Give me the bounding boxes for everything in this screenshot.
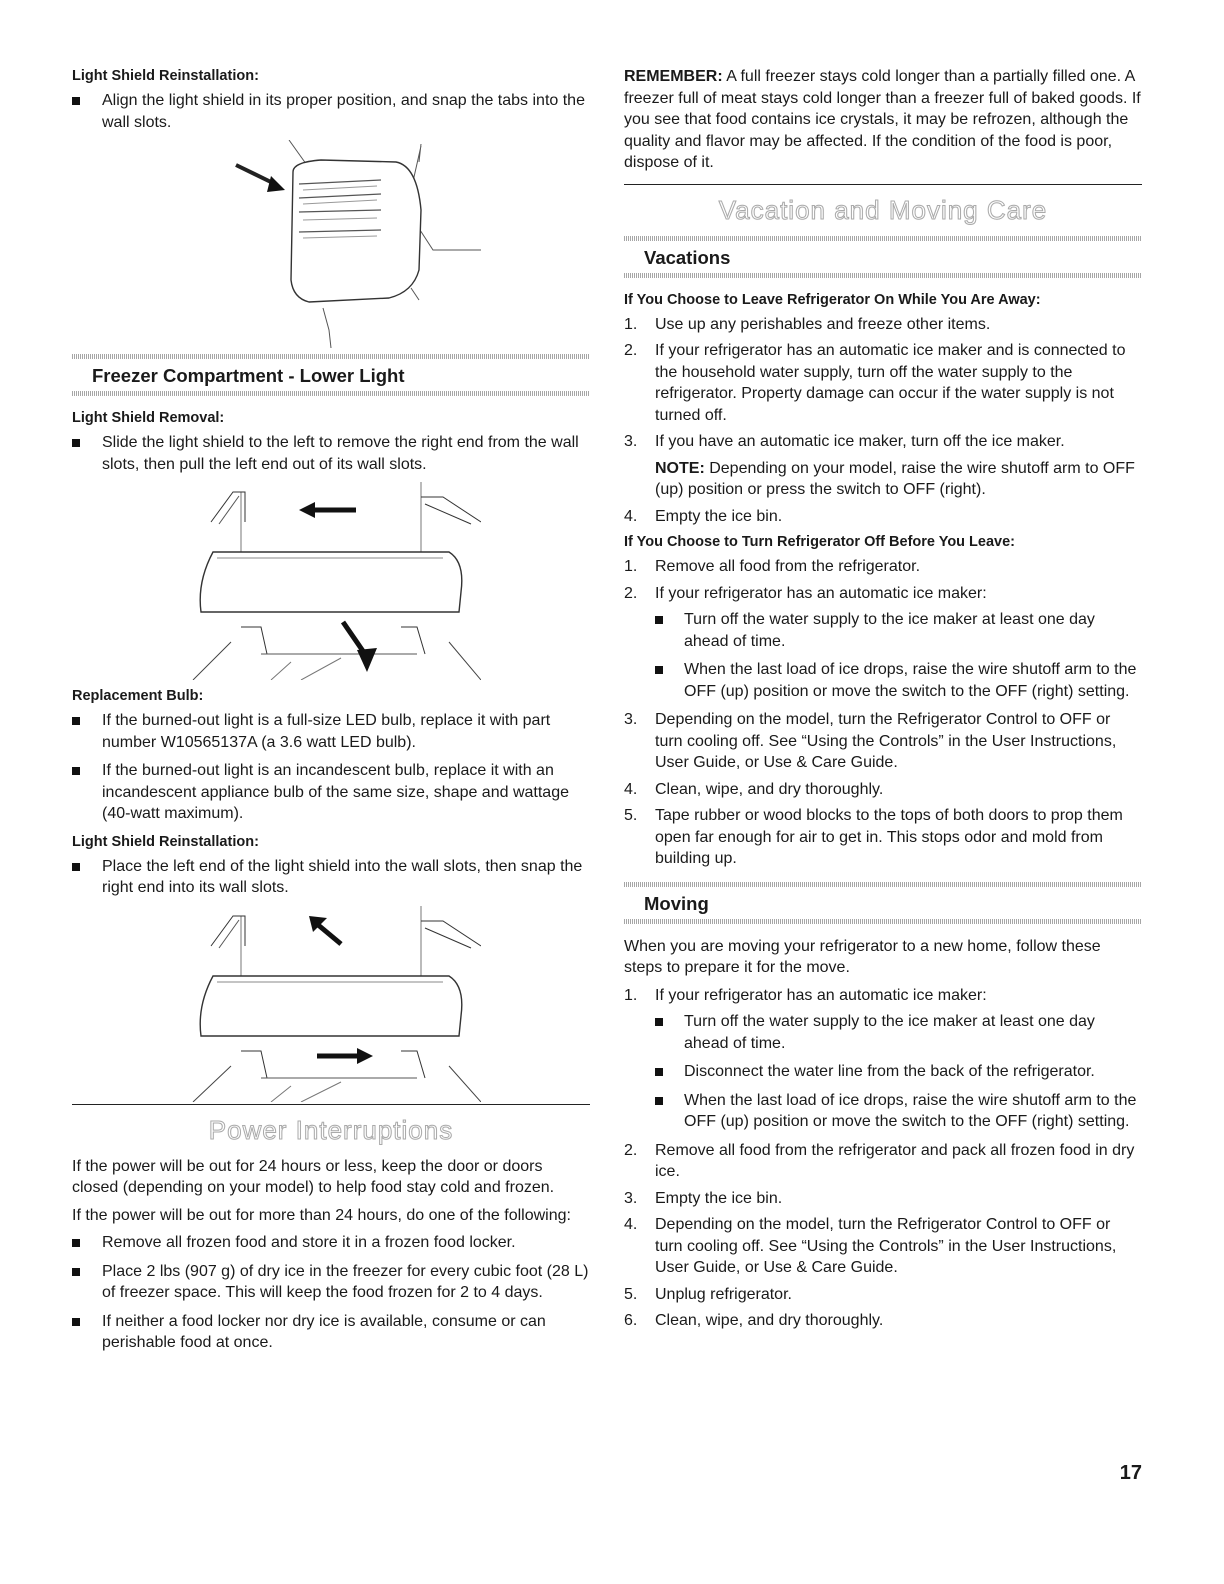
section-title: Freezer Compartment - Lower Light — [92, 365, 405, 386]
bullet-icon — [655, 1018, 663, 1026]
list-item: If neither a food locker nor dry ice is available, consume or can perishable food at once. — [72, 1311, 590, 1354]
list-item: Place 2 lbs (907 g) of dry ice in the freezer for every cubic foot (28 L) of freezer space. This will keep the food frozen for 2 to 4 days. — [72, 1261, 590, 1304]
turn-off-heading: If You Choose to Turn Refrigerator Off Before You Leave: — [624, 534, 1016, 550]
list-item: Align the light shield in its proper position, and snap the tabs into the wall slots. — [72, 90, 590, 133]
power-interruptions-title: Power Interruptions — [208, 1114, 454, 1145]
list-item: 4. Empty the ice bin. — [624, 507, 783, 525]
moving-section — [624, 882, 1142, 924]
bulb-heading: Replacement Bulb: — [72, 688, 204, 704]
leave-on-heading: If You Choose to Leave Refrigerator On While You Are Away: — [624, 291, 1041, 308]
left-column — [72, 66, 590, 1361]
list-item: 3. If you have an automatic ice maker, turn off the ice maker. — [624, 433, 1065, 450]
bullet-icon — [72, 717, 80, 725]
list-item: 2. If your refrigerator has an automatic ice maker and is connected to the household water supply, turn off the water supply to the refrigerator. Property damage can occur if the water supply is not turned off. — [624, 342, 1126, 424]
list-item: 5. Tape rubber or wood blocks to the tops of both doors to prop them open far enough for air to get in. This stops odor and mold from building up. — [624, 807, 1123, 867]
light-shield-upper-figure — [181, 140, 481, 348]
list-item: 1. Remove all food from the refrigerator. — [624, 558, 921, 575]
list-item: Place the left end of the light shield into the wall slots, then snap the right end into its wall slots. — [72, 856, 590, 899]
bullet-icon — [655, 1068, 663, 1076]
bullet-icon — [72, 97, 80, 105]
freezer-lower-light-section — [72, 354, 590, 396]
bullet-icon — [655, 1097, 663, 1105]
sub-list-item: When the last load of ice drops, raise the wire shutoff arm to the OFF (up) position or move the switch to the OFF (right) setting. — [624, 659, 1142, 702]
light-shield-reinstall-figure — [181, 906, 481, 1102]
list-item: 4. Depending on the model, turn the Refrigerator Control to OFF or turn cooling off. See “Using the Controls” in the User Instructions, User Guide, or Use & Care Guide. — [624, 1216, 1117, 1276]
list-item: 3. Empty the ice bin. — [624, 1189, 783, 1207]
bullet-icon — [72, 1268, 80, 1276]
reinstall-heading-1: Light Shield Reinstallation: — [72, 68, 259, 84]
list-item: Remove all frozen food and store it in a frozen food locker. — [72, 1232, 590, 1254]
list-item: Slide the light shield to the left to remove the right end from the wall slots, then pull the left end out of its wall slots. — [72, 432, 590, 475]
list-item: 1. If your refrigerator has an automatic ice maker: — [624, 986, 987, 1004]
light-shield-removal-figure — [181, 482, 481, 680]
list-item: 4. Clean, wipe, and dry thoroughly. — [624, 780, 884, 798]
section-title: Moving — [644, 892, 709, 914]
sub-list-item: Turn off the water supply to the ice maker at least one day ahead of time. — [624, 1011, 1142, 1054]
list-item: 5. Unplug refrigerator. — [624, 1285, 792, 1303]
remember-paragraph: REMEMBER: A full freezer stays cold longer than a partially filled one. A freezer full of meat stays cold longer than a freezer full of baked goods. If you see that food contains ice crystals, it may be refrozen, although the quality and flavor may be affected. If the condition of the food is poor, dispose of it. — [624, 68, 1141, 171]
vacations-section — [624, 236, 1142, 278]
bullet-icon — [655, 616, 663, 624]
bullet-icon — [72, 1318, 80, 1326]
page-number: 17 — [1119, 1462, 1142, 1484]
right-column — [624, 66, 1142, 1337]
note: NOTE: Depending on your model, raise the wire shutoff arm to OFF (up) position or press the switch to OFF (right). — [655, 459, 1135, 498]
power-paragraph-2: If the power will be out for more than 24 hours, do one of the following: — [72, 1206, 571, 1224]
bullet-icon — [655, 666, 663, 674]
list-item: 2. If your refrigerator has an automatic ice maker: — [624, 584, 987, 602]
section-title: Vacations — [644, 246, 731, 268]
vacation-moving-title: Vacation and Moving Care — [718, 194, 1048, 225]
bullet-icon — [72, 1239, 80, 1247]
list-item: 6. Clean, wipe, and dry thoroughly. — [624, 1312, 884, 1329]
bullet-icon — [72, 439, 80, 447]
reinstall-heading-2: Light Shield Reinstallation: — [72, 833, 259, 850]
list-item: 2. Remove all food from the refrigerator and pack all frozen food in dry ice. — [624, 1141, 1135, 1180]
sub-list-item: Disconnect the water line from the back of the refrigerator. — [624, 1061, 1142, 1083]
removal-heading: Light Shield Removal: — [72, 410, 225, 426]
sub-list-item: Turn off the water supply to the ice maker at least one day ahead of time. — [624, 609, 1142, 652]
list-item: 1. Use up any perishables and freeze other items. — [624, 315, 991, 333]
moving-intro: When you are moving your refrigerator to a new home, follow these steps to prepare it for the move. — [624, 937, 1101, 976]
list-item: If the burned-out light is a full-size LED bulb, replace it with part number W10565137A (a 3.6 watt LED bulb). — [72, 710, 590, 753]
bullet-icon — [72, 863, 80, 871]
list-item: 3. Depending on the model, turn the Refrigerator Control to OFF or turn cooling off. See “Using the Controls” in the User Instructions, User Guide, or Use & Care Guide. — [624, 711, 1117, 771]
list-item: If the burned-out light is an incandescent bulb, replace it with an incandescent appliance bulb of the same size, shape and wattage (40-watt maximum). — [72, 760, 590, 825]
sub-list-item: When the last load of ice drops, raise the wire shutoff arm to the OFF (up) position or move the switch to the OFF (right) setting. — [624, 1090, 1142, 1133]
power-paragraph-1: If the power will be out for 24 hours or less, keep the door or doors closed (depending on your model) to help food stay cold and frozen. — [72, 1157, 555, 1196]
bullet-icon — [72, 767, 80, 775]
